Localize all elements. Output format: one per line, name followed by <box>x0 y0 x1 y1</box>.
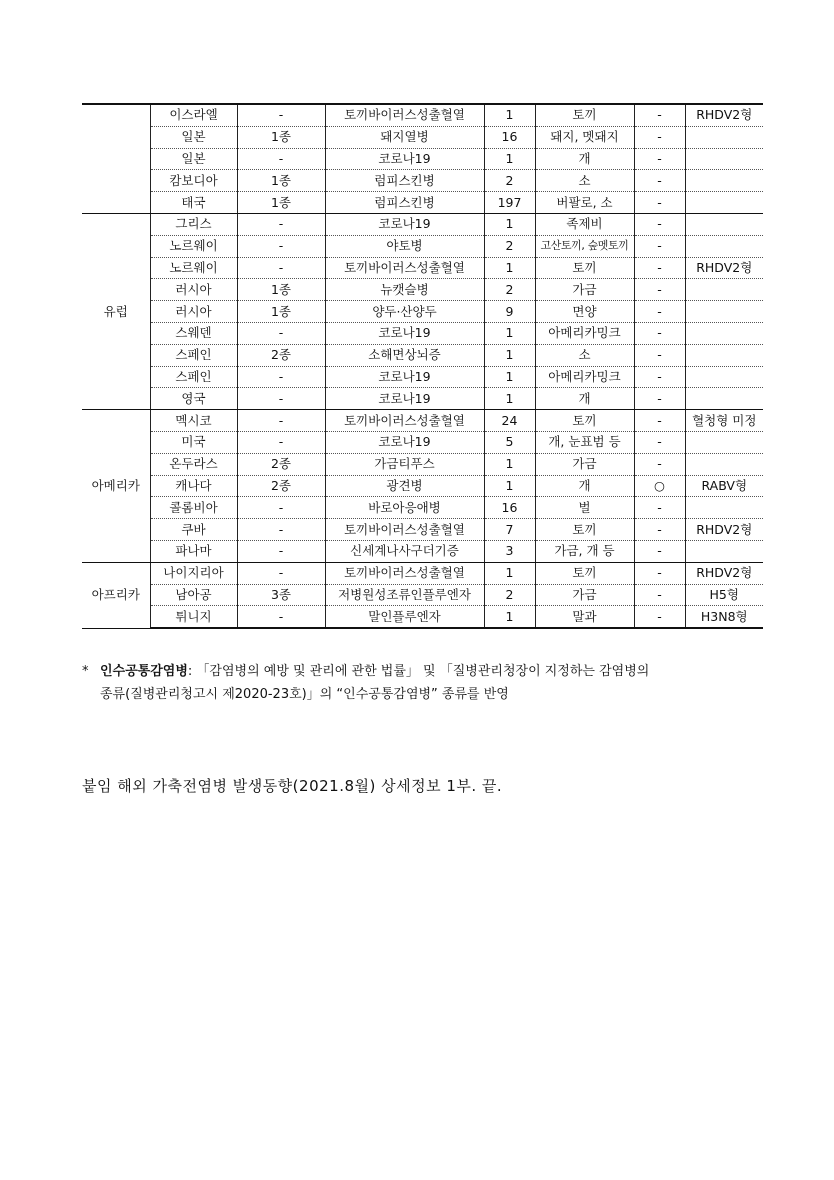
species-cell: 아메리카밍크 <box>535 366 634 388</box>
count-cell: 1 <box>484 104 535 126</box>
species-cell: 소 <box>535 170 634 192</box>
zoonotic-cell: - <box>634 584 685 606</box>
country-cell: 튀니지 <box>150 606 237 628</box>
count-cell: 9 <box>484 301 535 323</box>
species-cell: 가금 <box>535 279 634 301</box>
disease-cell: 양두·산양두 <box>325 301 484 323</box>
category-cell: - <box>237 562 325 584</box>
remark-cell <box>685 344 763 366</box>
category-cell: 1종 <box>237 301 325 323</box>
count-cell: 2 <box>484 584 535 606</box>
remark-cell <box>685 301 763 323</box>
category-cell: - <box>237 257 325 279</box>
category-cell: 2종 <box>237 475 325 497</box>
table-row <box>82 279 763 301</box>
species-cell: 벌 <box>535 497 634 519</box>
remark-cell <box>685 170 763 192</box>
zoonotic-cell: - <box>634 388 685 410</box>
disease-cell: 신세계나사구더기증 <box>325 540 484 562</box>
table-row <box>82 562 763 584</box>
category-cell: - <box>237 104 325 126</box>
table-row <box>82 148 763 170</box>
zoonotic-cell: - <box>634 192 685 214</box>
species-cell: 족제비 <box>535 213 634 235</box>
disease-cell: 토끼바이러스성출혈열 <box>325 519 484 541</box>
country-cell: 파나마 <box>150 540 237 562</box>
table-row <box>82 606 763 628</box>
table-row <box>82 126 763 148</box>
country-cell: 온두라스 <box>150 453 237 475</box>
disease-cell: 코로나19 <box>325 322 484 344</box>
country-cell: 콜롬비아 <box>150 497 237 519</box>
category-cell: - <box>237 148 325 170</box>
count-cell: 16 <box>484 497 535 519</box>
remark-cell <box>685 366 763 388</box>
disease-cell: 토끼바이러스성출혈열 <box>325 410 484 432</box>
table-row <box>82 344 763 366</box>
zoonotic-cell: - <box>634 431 685 453</box>
zoonotic-cell: - <box>634 235 685 257</box>
species-cell: 돼지, 멧돼지 <box>535 126 634 148</box>
country-cell: 스페인 <box>150 344 237 366</box>
disease-cell: 저병원성조류인플루엔자 <box>325 584 484 606</box>
count-cell: 7 <box>484 519 535 541</box>
attachment-line: 붙임 해외 가축전염병 발생동향(2021.8월) 상세정보 1부. 끝. <box>82 777 503 795</box>
count-cell: 197 <box>484 192 535 214</box>
zoonotic-cell: - <box>634 301 685 323</box>
table-row <box>82 257 763 279</box>
remark-cell <box>685 431 763 453</box>
country-cell: 쿠바 <box>150 519 237 541</box>
remark-cell: RABV형 <box>685 475 763 497</box>
zoonotic-cell: - <box>634 257 685 279</box>
region-cell: 유럽 <box>82 213 150 409</box>
disease-cell: 뉴캣슬병 <box>325 279 484 301</box>
species-cell: 개, 눈표범 등 <box>535 431 634 453</box>
country-cell: 태국 <box>150 192 237 214</box>
region-cell: 아프리카 <box>82 562 150 628</box>
zoonotic-cell: - <box>634 606 685 628</box>
remark-cell <box>685 388 763 410</box>
country-cell: 러시아 <box>150 279 237 301</box>
country-cell: 미국 <box>150 431 237 453</box>
country-cell: 일본 <box>150 148 237 170</box>
footnote-term: 인수공통감염병 <box>100 664 188 679</box>
count-cell: 1 <box>484 388 535 410</box>
remark-cell <box>685 322 763 344</box>
country-cell: 스페인 <box>150 366 237 388</box>
category-cell: - <box>237 519 325 541</box>
remark-cell: RHDV2형 <box>685 562 763 584</box>
species-cell: 개 <box>535 388 634 410</box>
country-cell: 그리스 <box>150 213 237 235</box>
table-row <box>82 170 763 192</box>
species-cell: 토끼 <box>535 562 634 584</box>
category-cell: 2종 <box>237 453 325 475</box>
footnote-marker: * <box>82 664 89 679</box>
species-cell: 가금 <box>535 453 634 475</box>
count-cell: 1 <box>484 344 535 366</box>
count-cell: 1 <box>484 562 535 584</box>
count-cell: 5 <box>484 431 535 453</box>
category-cell: - <box>237 431 325 453</box>
remark-cell <box>685 453 763 475</box>
country-cell: 나이지리아 <box>150 562 237 584</box>
table-row <box>82 497 763 519</box>
species-cell: 개 <box>535 148 634 170</box>
remark-cell <box>685 148 763 170</box>
count-cell: 1 <box>484 475 535 497</box>
species-cell: 버팔로, 소 <box>535 192 634 214</box>
remark-cell <box>685 213 763 235</box>
table-row <box>82 453 763 475</box>
country-cell: 남아공 <box>150 584 237 606</box>
country-cell: 노르웨이 <box>150 235 237 257</box>
category-cell: - <box>237 322 325 344</box>
category-cell: 1종 <box>237 126 325 148</box>
count-cell: 1 <box>484 257 535 279</box>
disease-cell: 가금티푸스 <box>325 453 484 475</box>
table-row <box>82 235 763 257</box>
country-cell: 스웨덴 <box>150 322 237 344</box>
table-row <box>82 366 763 388</box>
table-row <box>82 388 763 410</box>
zoonotic-cell: - <box>634 497 685 519</box>
remark-cell: RHDV2형 <box>685 519 763 541</box>
table-row <box>82 301 763 323</box>
zoonotic-cell: - <box>634 344 685 366</box>
disease-cell: 소해면상뇌증 <box>325 344 484 366</box>
remark-cell: H3N8형 <box>685 606 763 628</box>
disease-cell: 코로나19 <box>325 366 484 388</box>
count-cell: 1 <box>484 366 535 388</box>
species-cell: 가금, 개 등 <box>535 540 634 562</box>
remark-cell <box>685 540 763 562</box>
remark-cell: 혈청형 미정 <box>685 410 763 432</box>
zoonotic-cell: - <box>634 519 685 541</box>
region-cell: 아메리카 <box>82 410 150 563</box>
disease-cell: 광견병 <box>325 475 484 497</box>
count-cell: 1 <box>484 148 535 170</box>
zoonotic-cell: - <box>634 540 685 562</box>
disease-cell: 코로나19 <box>325 213 484 235</box>
table-row <box>82 192 763 214</box>
zoonotic-cell: - <box>634 562 685 584</box>
count-cell: 1 <box>484 213 535 235</box>
disease-cell: 럼피스킨병 <box>325 170 484 192</box>
species-cell: 개 <box>535 475 634 497</box>
count-cell: 1 <box>484 606 535 628</box>
zoonotic-cell: - <box>634 148 685 170</box>
category-cell: - <box>237 366 325 388</box>
category-cell: 1종 <box>237 170 325 192</box>
country-cell: 캐나다 <box>150 475 237 497</box>
footnote <box>82 660 772 706</box>
count-cell: 24 <box>484 410 535 432</box>
zoonotic-cell: - <box>634 170 685 192</box>
species-cell: 소 <box>535 344 634 366</box>
disease-outbreak-table <box>82 103 763 629</box>
species-cell: 토끼 <box>535 257 634 279</box>
disease-cell: 바로아응애병 <box>325 497 484 519</box>
disease-cell: 돼지열병 <box>325 126 484 148</box>
category-cell: - <box>237 410 325 432</box>
count-cell: 2 <box>484 170 535 192</box>
zoonotic-cell: - <box>634 366 685 388</box>
category-cell: - <box>237 213 325 235</box>
country-cell: 이스라엘 <box>150 104 237 126</box>
category-cell: 2종 <box>237 344 325 366</box>
zoonotic-cell: ○ <box>634 475 685 497</box>
disease-cell: 코로나19 <box>325 388 484 410</box>
count-cell: 2 <box>484 279 535 301</box>
table-row <box>82 584 763 606</box>
zoonotic-cell: - <box>634 322 685 344</box>
count-cell: 2 <box>484 235 535 257</box>
disease-cell: 토끼바이러스성출혈열 <box>325 562 484 584</box>
table-row <box>82 322 763 344</box>
species-cell: 고산토끼, 숲멧토끼 <box>535 235 634 257</box>
species-cell: 면양 <box>535 301 634 323</box>
remark-cell <box>685 497 763 519</box>
country-cell: 캄보디아 <box>150 170 237 192</box>
region-cell <box>82 104 150 213</box>
count-cell: 1 <box>484 322 535 344</box>
table-row <box>82 540 763 562</box>
species-cell: 말과 <box>535 606 634 628</box>
table-row <box>82 410 763 432</box>
table-row <box>82 213 763 235</box>
category-cell: 1종 <box>237 192 325 214</box>
category-cell: - <box>237 606 325 628</box>
remark-cell <box>685 279 763 301</box>
footnote-text-line2: 종류(질병관리청고시 제2020-23호)」의 “인수공통감염병” 종류를 반영 <box>100 687 509 702</box>
country-cell: 러시아 <box>150 301 237 323</box>
table-row <box>82 431 763 453</box>
zoonotic-cell: - <box>634 279 685 301</box>
remark-cell <box>685 192 763 214</box>
table-row <box>82 519 763 541</box>
footnote-text-line1: : 「감염병의 예방 및 관리에 관한 법률」 및 「질병관리청장이 지정하는 감염병의 <box>187 664 650 679</box>
zoonotic-cell: - <box>634 453 685 475</box>
disease-cell: 야토병 <box>325 235 484 257</box>
species-cell: 토끼 <box>535 104 634 126</box>
category-cell: - <box>237 497 325 519</box>
remark-cell <box>685 235 763 257</box>
country-cell: 일본 <box>150 126 237 148</box>
count-cell: 16 <box>484 126 535 148</box>
disease-cell: 코로나19 <box>325 148 484 170</box>
category-cell: - <box>237 388 325 410</box>
table-row <box>82 475 763 497</box>
remark-cell <box>685 126 763 148</box>
table-row <box>82 104 763 126</box>
disease-cell: 럼피스킨병 <box>325 192 484 214</box>
category-cell: - <box>237 235 325 257</box>
species-cell: 토끼 <box>535 410 634 432</box>
zoonotic-cell: - <box>634 104 685 126</box>
remark-cell: H5형 <box>685 584 763 606</box>
zoonotic-cell: - <box>634 213 685 235</box>
disease-cell: 토끼바이러스성출혈열 <box>325 257 484 279</box>
category-cell: - <box>237 540 325 562</box>
species-cell: 토끼 <box>535 519 634 541</box>
species-cell: 아메리카밍크 <box>535 322 634 344</box>
zoonotic-cell: - <box>634 410 685 432</box>
country-cell: 영국 <box>150 388 237 410</box>
disease-cell: 토끼바이러스성출혈열 <box>325 104 484 126</box>
category-cell: 3종 <box>237 584 325 606</box>
category-cell: 1종 <box>237 279 325 301</box>
count-cell: 3 <box>484 540 535 562</box>
disease-cell: 코로나19 <box>325 431 484 453</box>
count-cell: 1 <box>484 453 535 475</box>
species-cell: 가금 <box>535 584 634 606</box>
remark-cell: RHDV2형 <box>685 104 763 126</box>
disease-cell: 말인플루엔자 <box>325 606 484 628</box>
country-cell: 노르웨이 <box>150 257 237 279</box>
zoonotic-cell: - <box>634 126 685 148</box>
country-cell: 멕시코 <box>150 410 237 432</box>
remark-cell: RHDV2형 <box>685 257 763 279</box>
